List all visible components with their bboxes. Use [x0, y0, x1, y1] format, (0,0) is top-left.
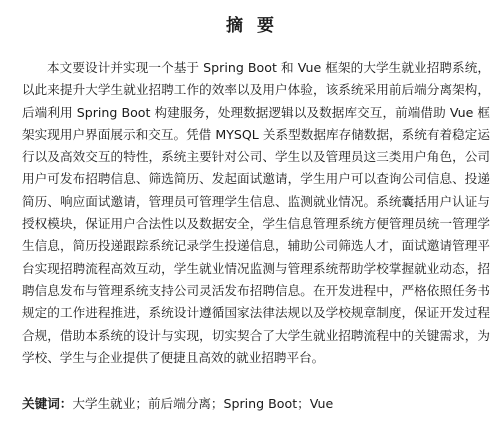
- keywords-label: 关键词：: [22, 396, 73, 411]
- keywords-line: [22, 394, 490, 414]
- abstract-body: 本文要设计并实现一个基于 Spring Boot 和 Vue 框架的大学生就业招聘系统，以此来提升大学生就业招聘工作的效率以及用户体验，该系统采用前后端分离架构，后端利用 Spring Boot 构建服务，处理数据逻辑以及数据库交互，前端借助 Vue 框架实现用户界面展示和交互。凭借 MYSQL 关系型数据库存储数据，系统有着稳定运行以及高效交互的特性，系统主要针对公司、学生以及管理员这三类用户角色，公司用户可发布招聘信息、筛选简历、发起面试邀请，学生用户可以查询公司信息、投递简历、响应面试邀请，管理员可管理学生信息、监测就业情况。系统囊括用户认证与授权模块，保证用户合法性以及数据安全，学生信息管理系统方便管理员统一管理学生信息，简历投递跟踪系统记录学生投递信息，辅助公司筛选人才，面试邀请管理平台实现招聘流程高效互动，学生就业情况监测与管理系统帮助学校掌握就业动态，招聘信息发布与管理系统支持公司灵活发布招聘信息。在开发进程中，严格依照任务书规定的工作进程推进，系统设计遵循国家法律法规以及学校规章制度，保证开发过程合规，借助本系统的设计与实现，切实契合了大学生就业招聘流程中的关键需求，为学校、学生与企业提供了便捷且高效的就业招聘平台。: [22, 60, 490, 365]
- keywords-value: 大学生就业；前后端分离；Spring Boot；Vue: [72, 396, 334, 411]
- abstract-title: 摘要: [226, 16, 288, 36]
